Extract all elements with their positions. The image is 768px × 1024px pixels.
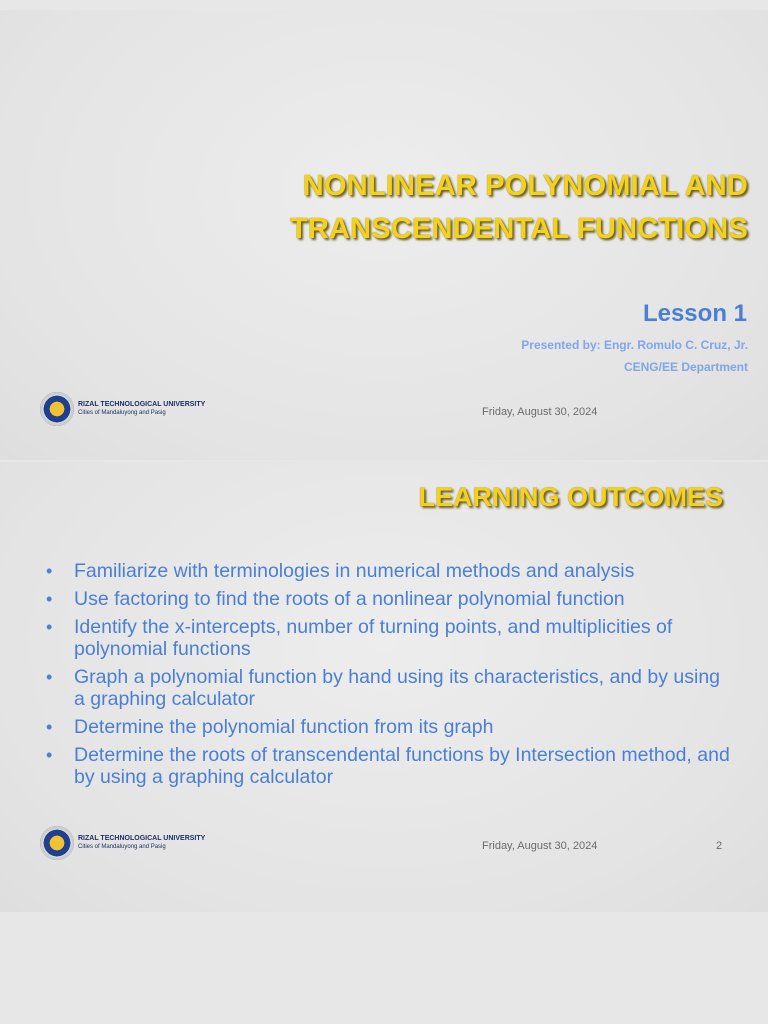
- learning-outcomes-title: LEARNING OUTCOMES: [418, 482, 723, 512]
- learning-outcomes-slide: [0, 462, 768, 912]
- page-number: 2: [716, 840, 723, 852]
- outcome-item: • Determine the roots of transcendental functions by Intersection method, and by using a graphing calculator: [42, 744, 732, 788]
- presenter-name: Presented by: Engr. Romulo C. Cruz, Jr.: [521, 338, 748, 352]
- outcomes-list: [42, 560, 732, 794]
- university-logo: [40, 392, 205, 426]
- outcome-item: • Determine the polynomial function from its graph: [42, 716, 732, 738]
- university-name: RIZAL TECHNOLOGICAL UNIVERSITY: [78, 835, 206, 842]
- title-line-1: NONLINEAR POLYNOMIAL AND: [302, 170, 748, 202]
- university-name: RIZAL TECHNOLOGICAL UNIVERSITY: [78, 401, 206, 408]
- presentation-title: [148, 165, 748, 251]
- background-watermark: ​: [368, 23, 412, 156]
- slide-date: Friday, August 30, 2024: [482, 840, 598, 852]
- university-text: [78, 834, 205, 852]
- department-name: CENG/EE Department: [623, 360, 748, 374]
- university-text: [78, 400, 205, 418]
- slide-date: Friday, August 30, 2024: [482, 406, 598, 418]
- title-line-2: TRANSCENDENTAL FUNCTIONS: [289, 213, 748, 245]
- outcome-item: • Identify the x-intercepts, number of turning points, and multiplicities of polynomial functions: [42, 616, 732, 660]
- university-subtitle: Cities of Mandaluyong and Pasig: [78, 844, 166, 850]
- title-slide: [0, 10, 768, 460]
- lesson-subtitle: Lesson 1: [642, 300, 747, 327]
- outcome-item: • Familiarize with terminologies in numerical methods and analysis: [42, 560, 732, 582]
- outcome-item: • Use factoring to find the roots of a nonlinear polynomial function: [42, 588, 732, 610]
- rtu-seal-icon: [40, 826, 74, 860]
- rtu-seal-icon: [40, 392, 74, 426]
- outcome-item: • Graph a polynomial function by hand using its characteristics, and by using a graphing calculator: [42, 666, 732, 710]
- university-subtitle: Cities of Mandaluyong and Pasig: [78, 410, 166, 416]
- university-logo: [40, 826, 205, 860]
